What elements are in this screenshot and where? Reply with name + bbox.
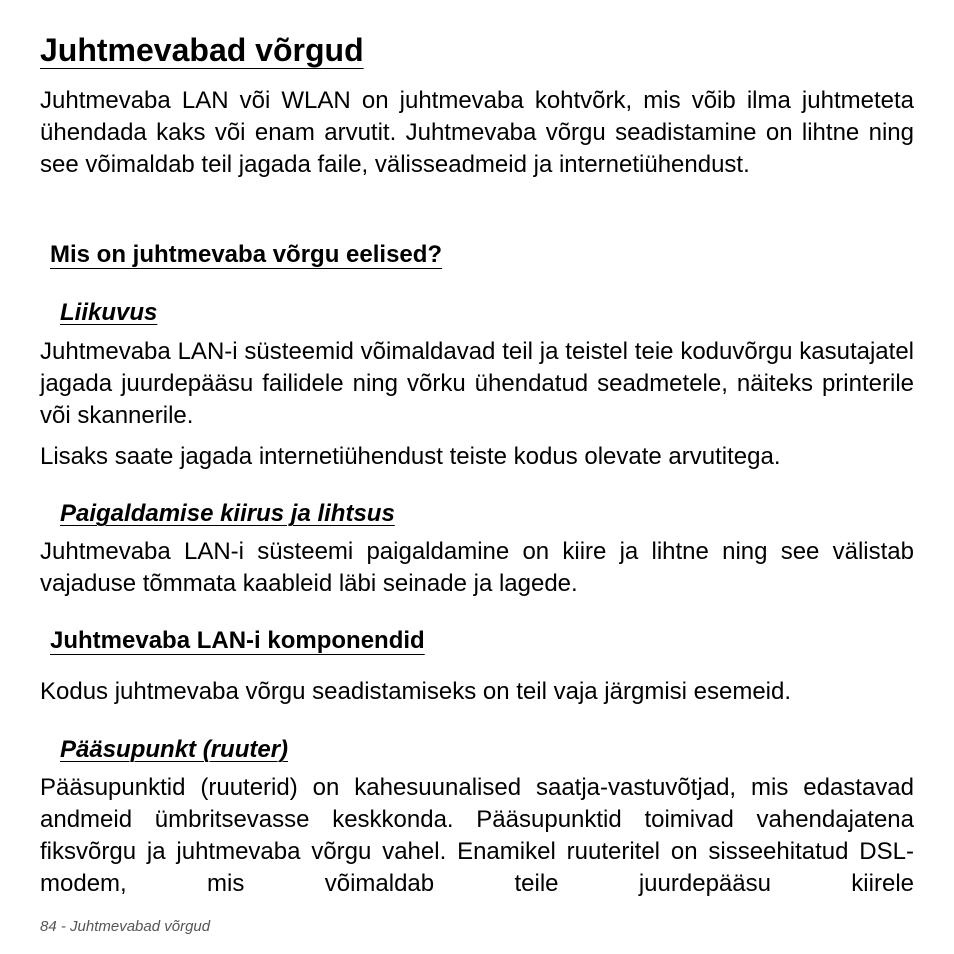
subheading-mobility: Liikuvus [60,299,158,326]
page-title: Juhtmevabad võrgud [40,32,364,68]
access-point-paragraph: Pääsupunktid (ruuterid) on kahesuunalised saatja-vastuvõtjad, mis edastavad andmeid ümbritsevasse keskkonda. Pääsupunktid toimivad vahendajatena fiksvõrgu ja juhtmevaba võrgu vahel. Enamikel ruuteritel on sisseehitatud DSL-modem, mis võimaldab teile juurdepääsu kiirele [40,774,914,897]
components-intro-paragraph: Kodus juhtmevaba võrgu seadistamiseks on teil vaja järgmisi esemeid. [40,678,792,705]
section-heading-benefits: Mis on juhtmevaba võrgu eelised? [50,241,443,268]
section-heading-components: Juhtmevaba LAN-i komponendid [50,627,425,654]
page-footer: 84 - Juhtmevabad võrgud [40,918,211,935]
installation-paragraph: Juhtmevaba LAN-i süsteemi paigaldamine on kiire ja lihtne ning see välistab vajaduse tõmmata kaableid läbi seinade ja lagede. [40,538,914,597]
intro-paragraph: Juhtmevaba LAN või WLAN on juhtmevaba kohtvõrk, mis võib ilma juhtmeteta ühendada kaks või enam arvutit. Juhtmevaba võrgu seadistamine on lihtne ning see võimaldab teil jagada faile, välisseadmeid ja internetiühendust. [40,87,914,178]
mobility-paragraph: Juhtmevaba LAN-i süsteemid võimaldavad teil ja teistel teie koduvõrgu kasutajatel jagada juurdepääsu failidele ning võrku ühendatud seadmetele, näiteks printerile või skannerile. [40,338,914,429]
subheading-installation: Paigaldamise kiirus ja lihtsus [60,500,395,527]
mobility-paragraph-2: Lisaks saate jagada internetiühendust teiste kodus olevate arvutitega. [40,443,781,470]
subheading-access-point: Pääsupunkt (ruuter) [60,736,289,763]
document-page [40,0,914,954]
